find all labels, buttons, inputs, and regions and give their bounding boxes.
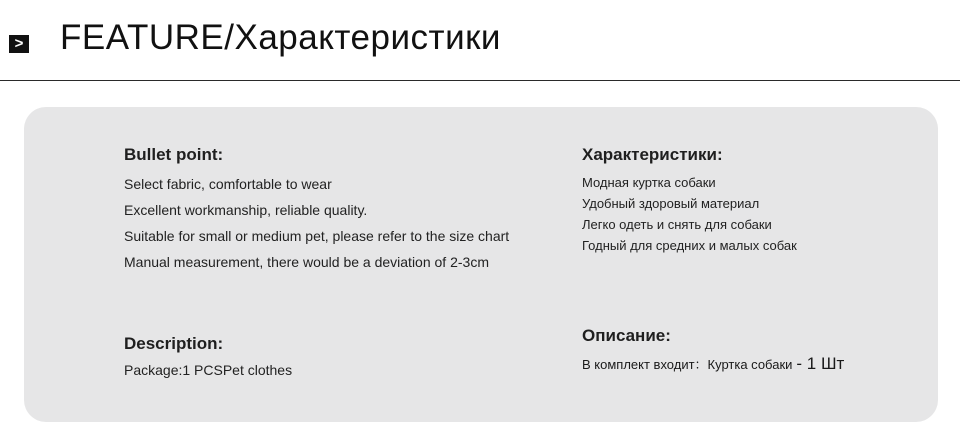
header-divider (0, 80, 960, 81)
description-section (124, 334, 292, 378)
kit-text: В комплект входит：Куртка собаки (582, 357, 793, 372)
opisanie-section (582, 326, 844, 374)
kit-quantity: - 1 Шт (796, 354, 845, 373)
bullet-point-section (124, 145, 509, 275)
package-text: Package:1 PCSPet clothes (124, 362, 293, 378)
characteristics-line: Годный для средних и малых собак (582, 238, 797, 253)
characteristics-line: Удобный здоровый материал (582, 196, 760, 211)
bullet-point-line: Select fabric, comfortable to wear (124, 176, 332, 192)
arrow-right-icon: > (9, 35, 29, 53)
opisanie-heading: Описание: (582, 326, 671, 345)
feature-panel (24, 107, 938, 422)
characteristics-line: Модная куртка собаки (582, 175, 716, 190)
feature-header (0, 0, 960, 82)
bullet-point-line: Suitable for small or medium pet, please refer to the size chart (124, 228, 510, 244)
kit-contents (582, 354, 844, 374)
characteristics-section (582, 145, 797, 256)
bullet-point-line: Excellent workmanship, reliable quality. (124, 202, 368, 218)
characteristics-heading: Характеристики: (582, 145, 723, 164)
characteristics-line: Легко одеть и снять для собаки (582, 217, 772, 232)
page-title: FEATURE/Характеристики (60, 18, 501, 57)
description-heading: Description: (124, 334, 224, 353)
bullet-point-heading: Bullet point: (124, 145, 224, 164)
bullet-point-line: Manual measurement, there would be a deviation of 2-3cm (124, 254, 489, 270)
